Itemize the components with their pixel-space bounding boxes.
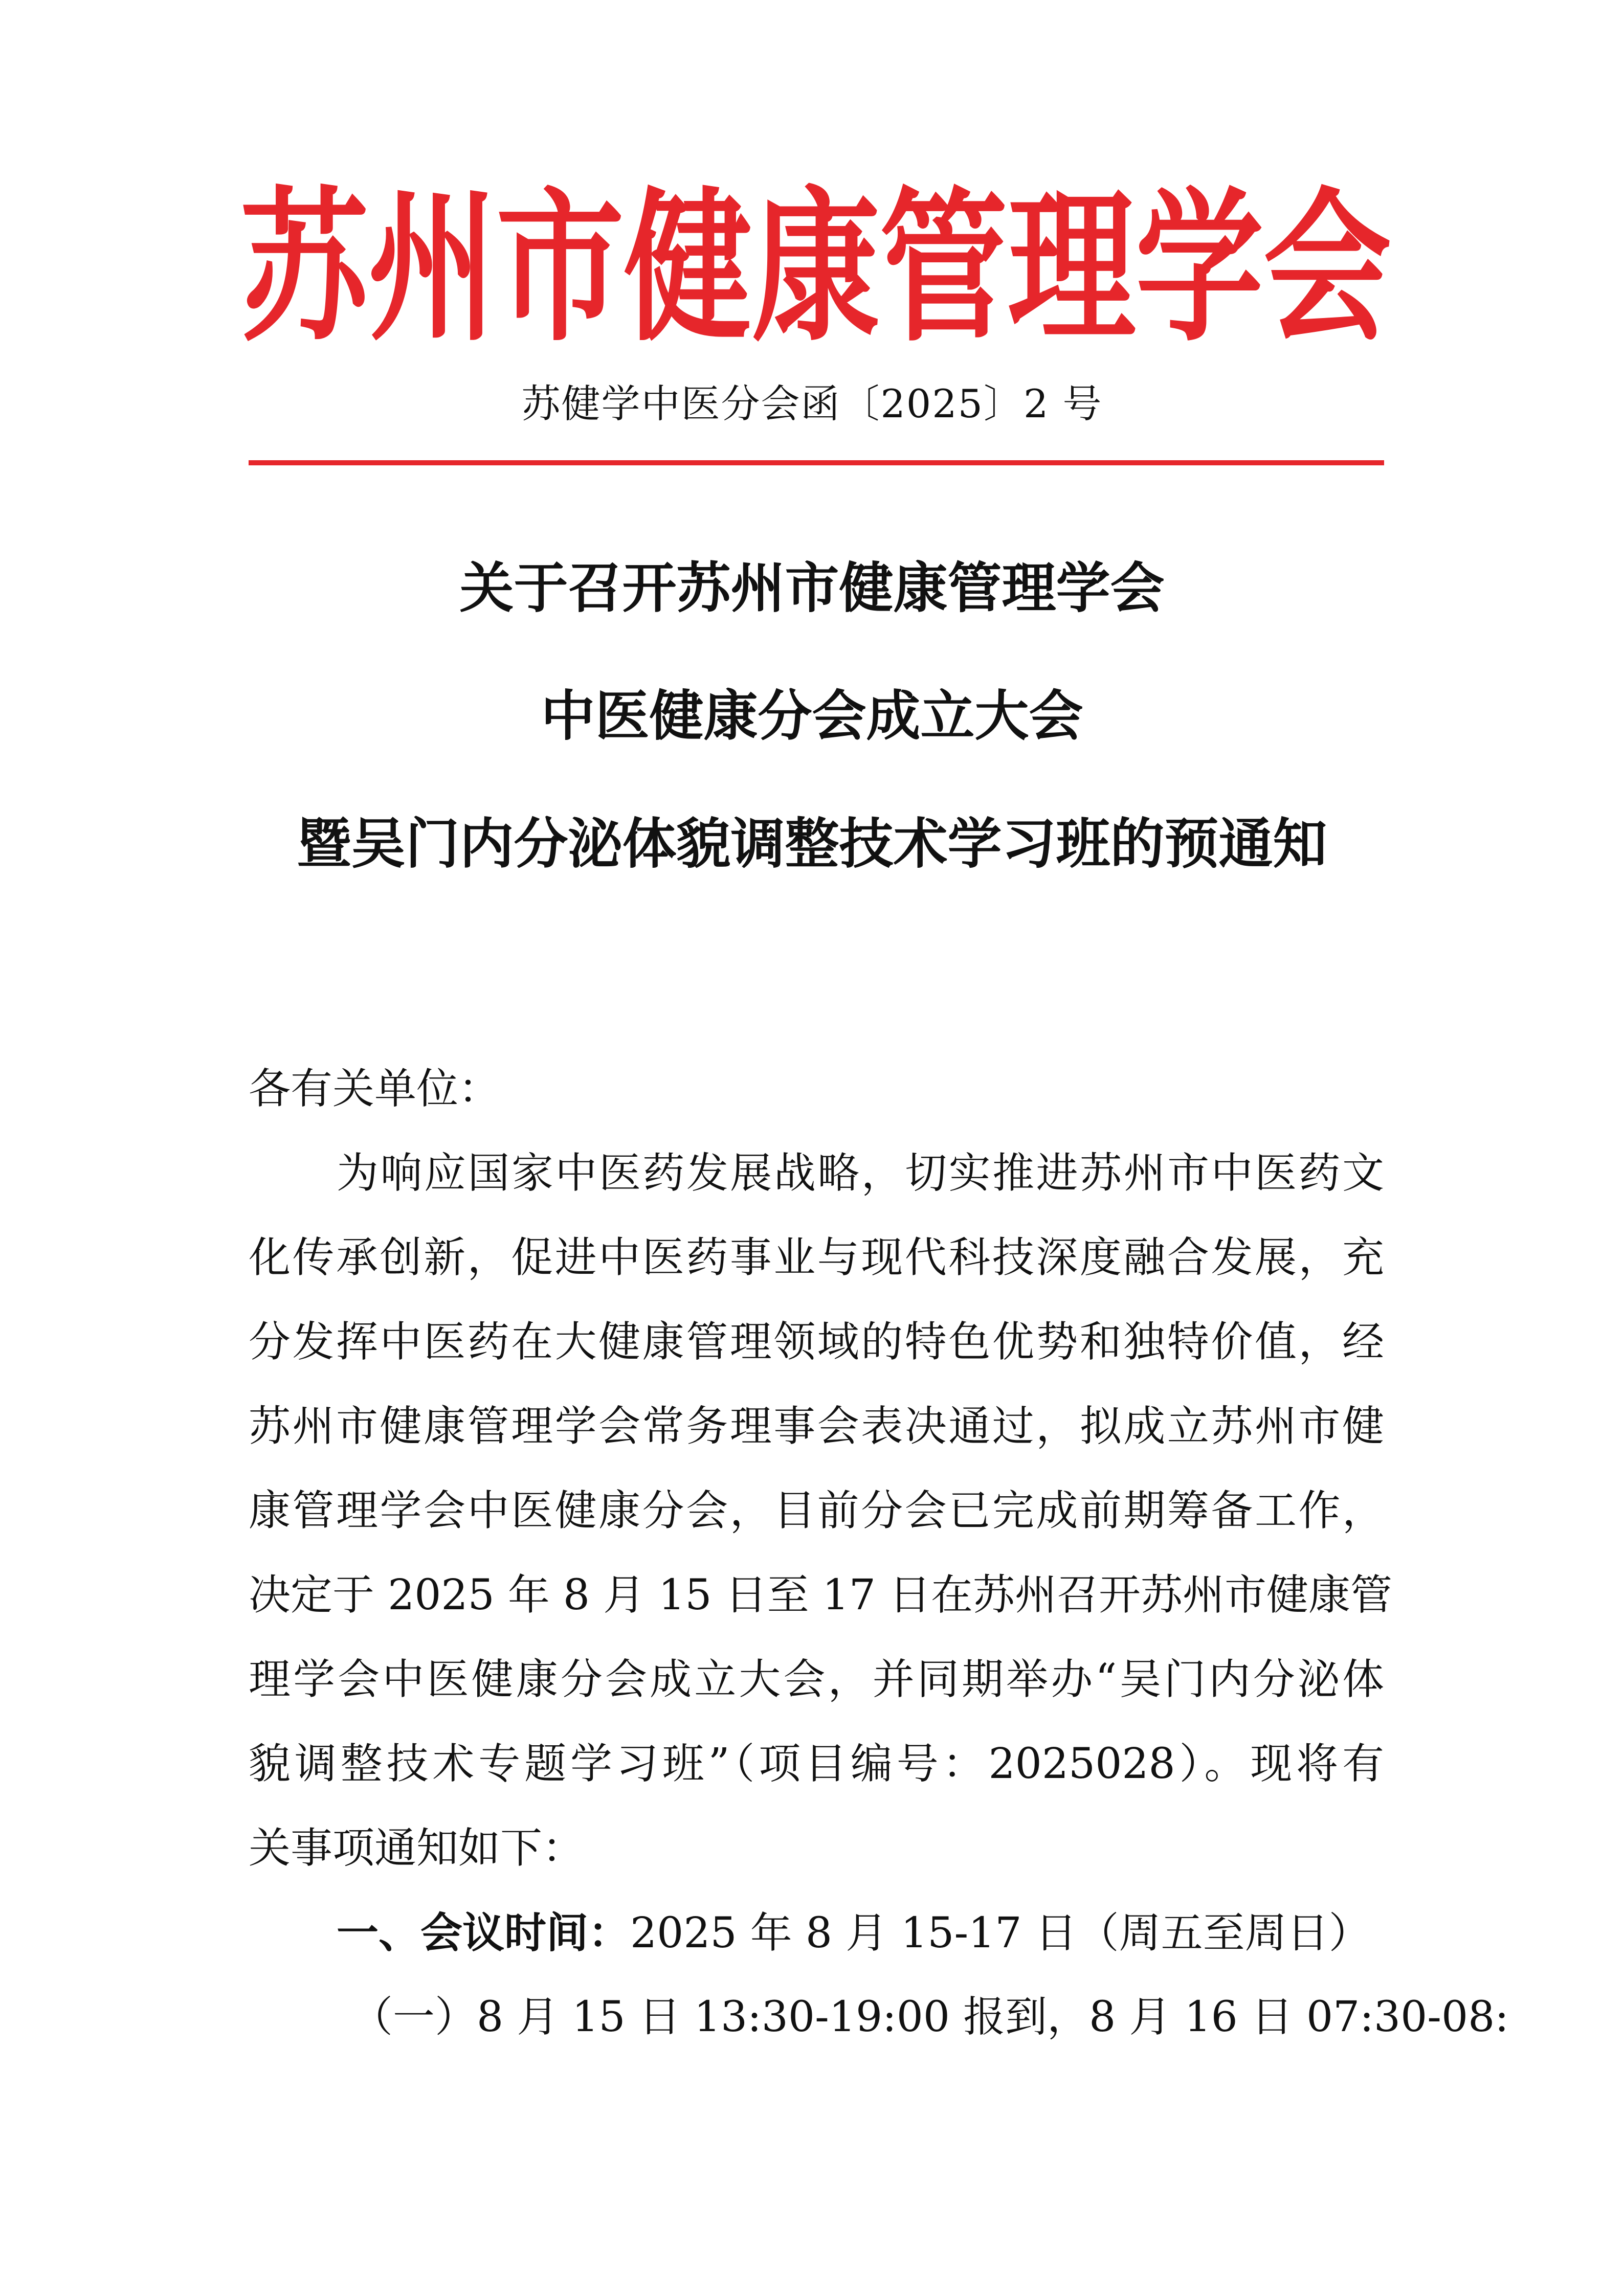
body-line: 康管理学会中医健康分会，目前分会已完成前期筹备工作， — [249, 1487, 1384, 1535]
notice-title-line-3: 暨吴门内分泌体貌调整技术学习班的预通知 — [297, 812, 1327, 875]
header-divider — [249, 460, 1384, 465]
subsection-registration: （一）8 月 15 日 13:30-19:00 报到，8 月 16 日 07:30-08: — [351, 1993, 1509, 2041]
organization-letterhead — [240, 173, 1391, 364]
body-line: 苏州市健康管理学会常务理事会表决通过，拟成立苏州市健 — [249, 1402, 1384, 1451]
notice-title-line-2: 中医健康分会成立大会 — [541, 684, 1083, 748]
letterhead-char: 会 — [1263, 173, 1391, 364]
body-line: 关事项通知如下： — [249, 1824, 585, 1873]
letterhead-char: 学 — [1136, 173, 1263, 364]
body-line: 为响应国家中医药发展战略，切实推进苏州市中医药文 — [337, 1149, 1384, 1198]
body-line: 貌调整技术专题学习班”（项目编号：2025028）。现将有 — [249, 1740, 1384, 1788]
letterhead-char: 健 — [624, 173, 752, 364]
body-line: 决定于 2025 年 8 月 15 日至 17 日在苏州召开苏州市健康管 — [249, 1571, 1393, 1619]
notice-title-line-1: 关于召开苏州市健康管理学会 — [459, 556, 1165, 620]
letterhead-char: 理 — [1008, 173, 1136, 364]
letterhead-char: 苏 — [240, 173, 368, 364]
section-heading: 一、会议时间： — [337, 1908, 631, 1957]
body-line: 分发挥中医药在大健康管理领域的特色优势和独特价值，经 — [249, 1318, 1384, 1366]
section-text: 2025 年 8 月 15-17 日（周五至周日） — [630, 1909, 1371, 1957]
letterhead-char: 市 — [496, 173, 624, 364]
letterhead-char: 州 — [368, 173, 496, 364]
letterhead-char: 康 — [752, 173, 880, 364]
letterhead-char: 管 — [880, 173, 1008, 364]
section-meeting-time — [249, 1907, 1384, 1959]
salutation: 各有关单位： — [249, 1065, 501, 1113]
body-line: 理学会中医健康分会成立大会，并同期举办“吴门内分泌体 — [249, 1655, 1384, 1704]
body-line: 化传承创新，促进中医药事业与现代科技深度融合发展，充 — [249, 1233, 1384, 1282]
document-number: 苏健学中医分会函〔2025〕2 号 — [521, 381, 1103, 426]
